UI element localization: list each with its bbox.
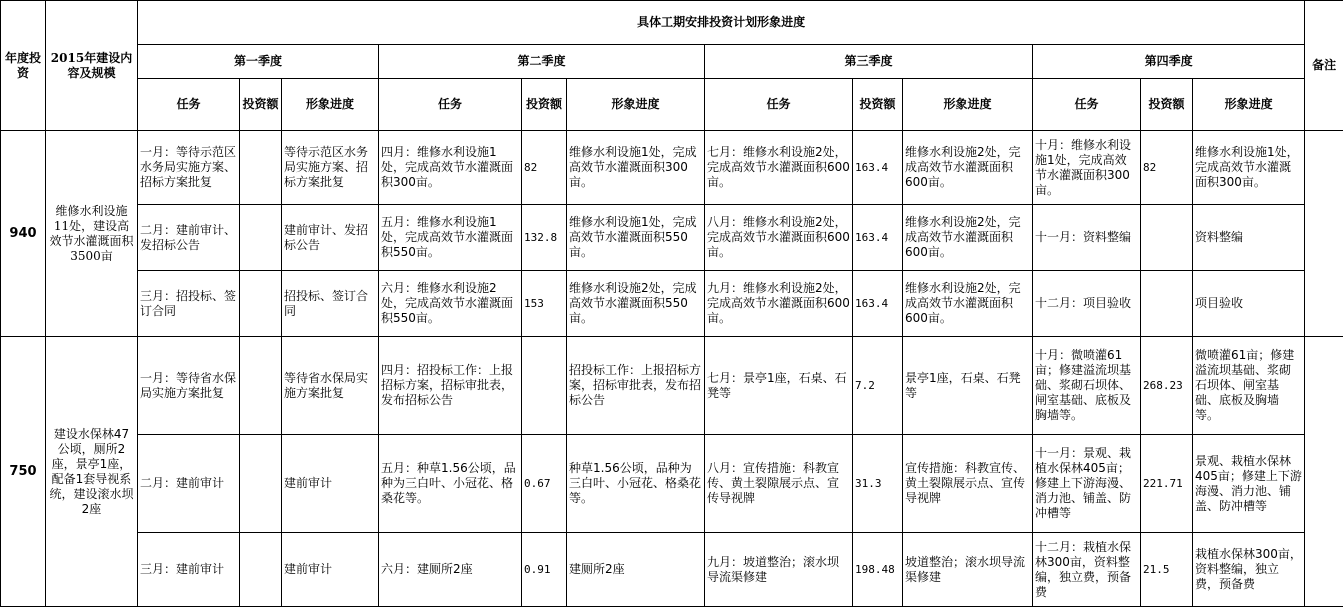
q4-task: 十二月：项目验收 — [1033, 271, 1141, 337]
q1-progress: 等待省水保局实施方案批复 — [282, 337, 379, 435]
q2-progress: 维修水利设施1处，完成高效节水灌溉面积550亩。 — [567, 205, 705, 271]
table-row — [1, 205, 1343, 271]
q3-progress: 宣传措施：科教宣传、黄土裂隙展示点、宣传导视牌 — [903, 435, 1033, 533]
table-row — [1, 131, 1343, 205]
q1-task: 一月：等待示范区水务局实施方案、招标方案批复 — [138, 131, 240, 205]
header-quarter-1: 第一季度 — [138, 45, 379, 79]
q1-progress: 等待示范区水务局实施方案、招标方案批复 — [282, 131, 379, 205]
q1-task: 三月：招投标、签订合同 — [138, 271, 240, 337]
q4-progress: 景观、栽植水保林405亩；修建上下游海漫、消力池、铺盖、防冲槽等 — [1193, 435, 1305, 533]
q2-progress: 种草1.56公顷，品种为三白叶、小冠花、格桑花等。 — [567, 435, 705, 533]
q2-progress: 建厕所2座 — [567, 533, 705, 607]
header-q1-task: 任务 — [138, 79, 240, 131]
table-row — [1, 435, 1343, 533]
header-year-invest: 年度投资 — [1, 1, 46, 131]
q3-task: 八月：宣传措施：科教宣传、黄土裂隙展示点、宣传导视牌 — [705, 435, 853, 533]
q3-progress: 维修水利设施2处，完成高效节水灌溉面积600亩。 — [903, 205, 1033, 271]
header-q4-task: 任务 — [1033, 79, 1141, 131]
header-q4-invest: 投资额 — [1141, 79, 1193, 131]
header-q2-task: 任务 — [379, 79, 522, 131]
q2-task: 五月：维修水利设施1处，完成高效节水灌溉面积550亩。 — [379, 205, 522, 271]
q3-invest: 163.4 — [853, 271, 903, 337]
header-quarter-2: 第二季度 — [379, 45, 705, 79]
q1-invest — [240, 337, 282, 435]
q1-task: 三月：建前审计 — [138, 533, 240, 607]
q2-progress: 维修水利设施1处，完成高效节水灌溉面积300亩。 — [567, 131, 705, 205]
q1-progress: 建前审计 — [282, 533, 379, 607]
header-quarter-3: 第三季度 — [705, 45, 1033, 79]
q1-progress: 招投标、签订合同 — [282, 271, 379, 337]
q2-task: 六月：建厕所2座 — [379, 533, 522, 607]
q3-task: 七月：景亭1座，石桌、石凳等 — [705, 337, 853, 435]
project-remark — [1305, 337, 1343, 607]
q3-invest: 198.48 — [853, 533, 903, 607]
project-invest: 750 — [1, 337, 46, 607]
q2-invest: 82 — [522, 131, 567, 205]
header-q1-invest: 投资额 — [240, 79, 282, 131]
project-content: 维修水利设施11处，建设高效节水灌溉面积3500亩 — [46, 131, 138, 337]
q1-progress: 建前审计、发招标公告 — [282, 205, 379, 271]
q1-task: 二月：建前审计、发招标公告 — [138, 205, 240, 271]
q2-progress: 招投标工作：上报招标方案，招标审批表，发布招标公告 — [567, 337, 705, 435]
q3-progress: 维修水利设施2处，完成高效节水灌溉面积600亩。 — [903, 131, 1033, 205]
header-quarter-4: 第四季度 — [1033, 45, 1305, 79]
q3-task: 九月：坡道整治；滚水坝导流渠修建 — [705, 533, 853, 607]
q4-invest — [1141, 271, 1193, 337]
q2-invest — [522, 337, 567, 435]
q3-invest: 163.4 — [853, 131, 903, 205]
q4-invest — [1141, 205, 1193, 271]
header-q2-progress: 形象进度 — [567, 79, 705, 131]
q3-invest: 163.4 — [853, 205, 903, 271]
q1-task: 二月：建前审计 — [138, 435, 240, 533]
q4-invest: 268.23 — [1141, 337, 1193, 435]
q1-invest — [240, 205, 282, 271]
q2-task: 五月：种草1.56公顷，品种为三白叶、小冠花、格桑花等。 — [379, 435, 522, 533]
q4-task: 十月：维修水利设施1处，完成高效节水灌溉面积300亩。 — [1033, 131, 1141, 205]
q2-task: 四月：招投标工作：上报招标方案，招标审批表，发布招标公告 — [379, 337, 522, 435]
header-plan-title: 具体工期安排投资计划形象进度 — [138, 1, 1305, 45]
q4-progress: 项目验收 — [1193, 271, 1305, 337]
q2-invest: 0.67 — [522, 435, 567, 533]
q1-progress: 建前审计 — [282, 435, 379, 533]
q2-invest: 0.91 — [522, 533, 567, 607]
project-remark — [1305, 131, 1343, 337]
header-q2-invest: 投资额 — [522, 79, 567, 131]
q3-task: 九月：维修水利设施2处，完成高效节水灌溉面积600亩。 — [705, 271, 853, 337]
q4-progress: 维修水利设施1处，完成高效节水灌溉面积300亩。 — [1193, 131, 1305, 205]
q4-task: 十二月：栽植水保林300亩，资料整编，独立费，预备费 — [1033, 533, 1141, 607]
header-q1-progress: 形象进度 — [282, 79, 379, 131]
q4-progress: 微喷灌61亩；修建溢流坝基础、浆砌石坝体、闸室基础、底板及胸墙等。 — [1193, 337, 1305, 435]
q1-invest — [240, 435, 282, 533]
project-content: 建设水保林47公顷，厕所2座，景亭1座，配备1套导视系统，建设滚水坝2座 — [46, 337, 138, 607]
header-q4-progress: 形象进度 — [1193, 79, 1305, 131]
q4-invest: 21.5 — [1141, 533, 1193, 607]
q4-task: 十月：微喷灌61亩；修建溢流坝基础、浆砌石坝体、闸室基础、底板及胸墙等。 — [1033, 337, 1141, 435]
q4-progress: 资料整编 — [1193, 205, 1305, 271]
q3-progress: 景亭1座，石桌、石凳等 — [903, 337, 1033, 435]
q1-invest — [240, 271, 282, 337]
q2-invest: 153 — [522, 271, 567, 337]
header-q3-progress: 形象进度 — [903, 79, 1033, 131]
table-row — [1, 337, 1343, 435]
q2-progress: 维修水利设施2处，完成高效节水灌溉面积550亩。 — [567, 271, 705, 337]
q2-invest: 132.8 — [522, 205, 567, 271]
header-content: 2015年建设内容及规模 — [46, 1, 138, 131]
header-q3-invest: 投资额 — [853, 79, 903, 131]
q4-progress: 栽植水保林300亩，资料整编，独立费，预备费 — [1193, 533, 1305, 607]
q3-invest: 7.2 — [853, 337, 903, 435]
header-q3-task: 任务 — [705, 79, 853, 131]
q3-progress: 坡道整治；滚水坝导流渠修建 — [903, 533, 1033, 607]
q3-task: 七月：维修水利设施2处，完成高效节水灌溉面积600亩。 — [705, 131, 853, 205]
header-remark: 备注 — [1305, 1, 1343, 131]
q4-invest: 82 — [1141, 131, 1193, 205]
q1-task: 一月：等待省水保局实施方案批复 — [138, 337, 240, 435]
table-row — [1, 271, 1343, 337]
project-invest: 940 — [1, 131, 46, 337]
q1-invest — [240, 131, 282, 205]
q3-progress: 维修水利设施2处，完成高效节水灌溉面积600亩。 — [903, 271, 1033, 337]
q3-task: 八月：维修水利设施2处，完成高效节水灌溉面积600亩。 — [705, 205, 853, 271]
q4-task: 十一月：景观、栽植水保林405亩；修建上下游海漫、消力池、铺盖、防冲槽等 — [1033, 435, 1141, 533]
q2-task: 四月：维修水利设施1处，完成高效节水灌溉面积300亩。 — [379, 131, 522, 205]
q4-invest: 221.71 — [1141, 435, 1193, 533]
q3-invest: 31.3 — [853, 435, 903, 533]
q1-invest — [240, 533, 282, 607]
q2-task: 六月：维修水利设施2处，完成高效节水灌溉面积550亩。 — [379, 271, 522, 337]
q4-task: 十一月：资料整编 — [1033, 205, 1141, 271]
table-row — [1, 533, 1343, 607]
